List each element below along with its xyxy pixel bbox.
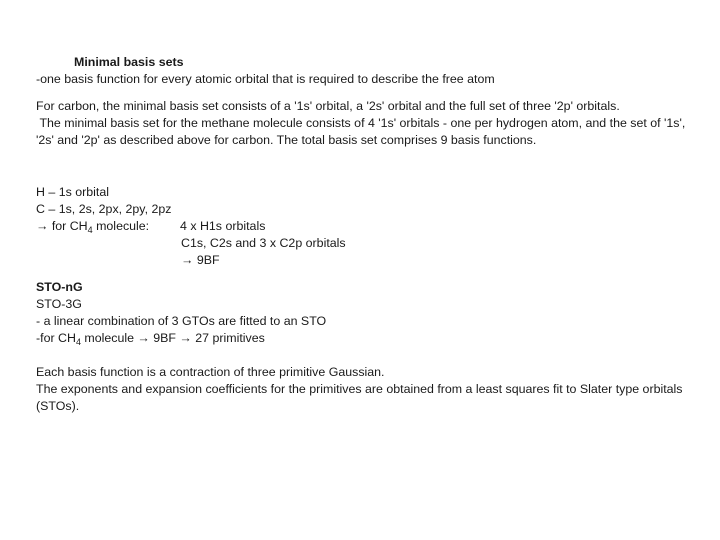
- spacer: [36, 347, 696, 364]
- ch4-prefix: → for CH: [36, 219, 88, 233]
- sto-ch4-suffix: molecule → 9BF → 27 primitives: [80, 331, 265, 345]
- closing-line-1: Each basis function is a contraction of three primitive Gaussian.: [36, 365, 385, 379]
- carbon-orbital-line: C – 1s, 2s, 2px, 2py, 2pz: [36, 202, 172, 216]
- ch4-subscript: 4: [87, 225, 93, 235]
- methane-paragraph: The minimal basis set for the methane molecule consists of 4 '1s' orbitals - one per hydrogen atom, and the set of '1s', '2s' and '2p' as described above for carbon. The total basis set comprises 9 basis functions.: [36, 116, 689, 147]
- sto-name: STO-3G: [36, 297, 82, 311]
- closing-line-2: The exponents and expansion coefficients for the primitives are obtained from a least squares fit to Slater type orbitals (STOs).: [36, 382, 683, 413]
- section-title: Minimal basis sets: [74, 55, 184, 69]
- definition-line: -one basis function for every atomic orbital that is required to describe the free atom: [36, 72, 495, 86]
- hydrogen-orbital-line: H – 1s orbital: [36, 185, 110, 199]
- document-body: [36, 54, 696, 415]
- sto-heading: STO-nG: [36, 280, 83, 294]
- ch4-suffix: molecule:: [92, 219, 150, 233]
- sto-ch4-line: [36, 330, 696, 347]
- ch4-item-carbon: C1s, C2s and 3 x C2p orbitals: [181, 236, 346, 250]
- ch4-item-hydrogen: 4 x H1s orbitals: [180, 219, 266, 233]
- carbon-paragraph: For carbon, the minimal basis set consists of a '1s' orbital, a '2s' orbital and the full set of three '2p' orbitals.: [36, 99, 620, 113]
- ch4-orbital-line: [36, 218, 696, 235]
- sto-ch4-prefix: -for CH: [36, 331, 76, 345]
- sto-description: - a linear combination of 3 GTOs are fitted to an STO: [36, 314, 327, 328]
- sto-ch4-subscript: 4: [75, 337, 81, 347]
- spacer: [36, 269, 696, 279]
- spacer: [36, 88, 696, 98]
- spacer: [36, 149, 696, 184]
- ch4-result: → 9BF: [181, 253, 220, 267]
- ch4-label: [36, 218, 180, 235]
